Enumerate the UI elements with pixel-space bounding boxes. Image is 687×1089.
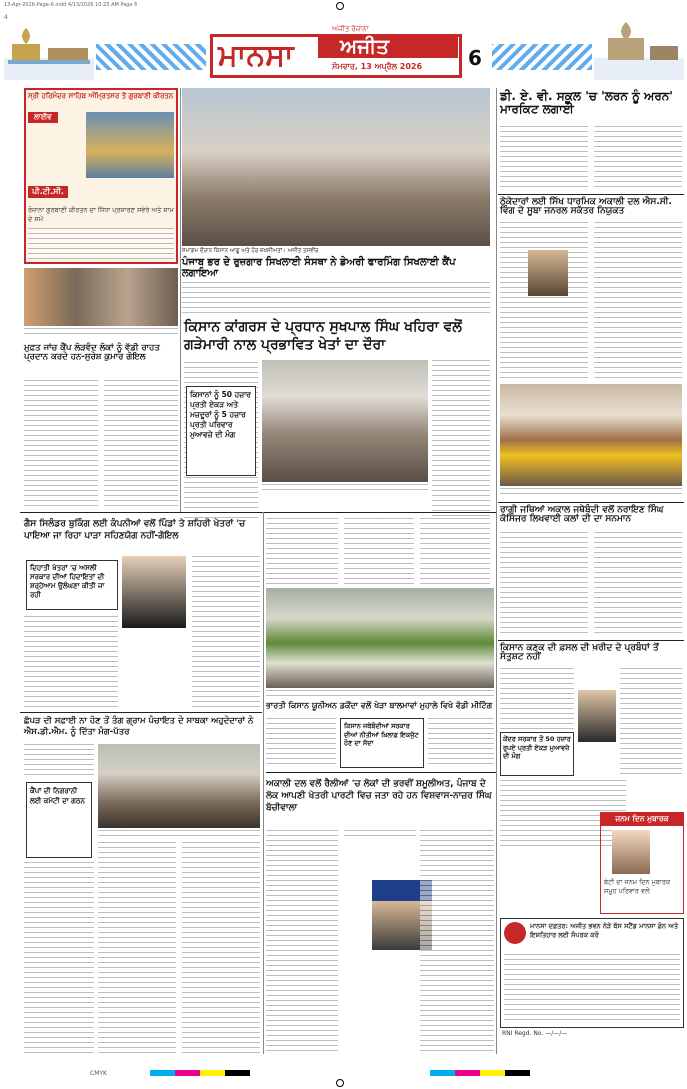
protest-photo: [266, 588, 494, 688]
registration-mark-top: [336, 2, 344, 10]
gas-box-text: ਦਿਹਾਤੀ ਖੇਤਰਾਂ 'ਚ ਅਸਲੀ ਸਰਕਾਰ ਦੀਆਂ ਹਿਦਾਇਤਾਂ ਦੀ ਸ਼ਰ੍ਹੇਆਮ ਉਲੰਘਣਾ ਕੀਤੀ ਜਾ ਰਹੀ: [30, 564, 105, 599]
headline-kisan-kharid: ਕਿਸਾਨ ਕਣਕ ਦੀ ਫ਼ਸਲ ਦੀ ਖ਼ਰੀਦ ਦੇ ਪ੍ਰਬੰਧਾਂ ਤੋਂ ਸੰਤੁਸ਼ਟ ਨਹੀਂ: [500, 643, 659, 663]
cmyk-label: CMYK: [90, 1070, 107, 1077]
masthead-pattern-right: [492, 44, 592, 70]
article-akali-text-2: [344, 830, 416, 840]
rni-number: RNI Regd. No. —/—/—: [502, 1030, 568, 1037]
article-left-bottom-text-2: [98, 842, 176, 1054]
article-mufat-text-2: [104, 380, 178, 510]
left-photo-caption-lines: [24, 328, 178, 338]
rule-kisan: [498, 640, 684, 641]
masthead-date: ਸੋਮਵਾਰ, 13 ਅਪ੍ਰੈਲ 2026: [332, 62, 423, 71]
article-dav-text-2: [594, 126, 682, 190]
article-akali-text: [266, 830, 338, 1054]
article-thekedar-text: [500, 222, 588, 378]
headline-akali: ਅਕਾਲੀ ਦਲ ਵਲੋਂ ਰੈਲੀਆਂ 'ਚ ਲੋਕਾਂ ਦੀ ਭਰਵੀਂ ਸ਼ਮੂਲੀਅਤ, ਪੰਜਾਬ ਦੇ ਲੋਕ ਆਪਣੀ ਖੇਤਰੀ ਪਾਰਟੀ ਵਿਚ ਜਤਾ ਰਹੇ ਹਨ ਵਿਸ਼ਵਾਸ-ਨਾਜ਼ਰ ਸਿੰਘ ਬੱਚੀਵਾਲਾ: [266, 779, 492, 813]
article-bhartiya-text-2: [428, 718, 494, 768]
article-congress-cont-2: [420, 518, 490, 584]
bhartiya-box-text: ਕਿਸਾਨ ਜਥੇਬੰਦੀਆਂ ਸਰਕਾਰ ਦੀਆਂ ਨੀਤੀਆਂ ਖ਼ਿਲਾਫ਼ ਇਕਜੁੱਟ ਹੋਣ ਦਾ ਸੱਦਾ: [344, 722, 419, 747]
page-number: 6: [468, 46, 482, 70]
rule-gas: [20, 512, 496, 513]
rule-akali: [266, 772, 496, 773]
masthead-title-left: ਮਾਨਸਾ: [218, 38, 294, 73]
masthead-title-right: ਅਜੀਤ: [340, 34, 390, 58]
gas-portrait: [122, 556, 186, 628]
ragi-photo-caption: [500, 488, 682, 498]
headline-gas: ਗੈਸ ਸਿਲੰਡਰ ਬੁਕਿੰਗ ਲਈ ਕੰਪਨੀਆਂ ਵਲੋਂ ਪਿੰਡਾਂ ਤੇ ਸ਼ਹਿਰੀ ਖੇਤਰਾਂ 'ਚ ਪਾਇਆ ਜਾ ਰਿਹਾ ਪਾੜਾ ਸਹਿਣਯੋਗ ਨਹੀਂ-ਗੋਇਲ: [24, 519, 246, 541]
birthday-child-photo: [612, 830, 650, 874]
color-bar: [150, 1070, 250, 1076]
congress-photo: [262, 360, 428, 482]
headline-dav: ਡੀ. ਏ. ਵੀ. ਸਕੂਲ 'ਚ 'ਲਰਨ ਨੂੰ ਅਰਨ' ਮਾਰਕਿਟ ਲਗਾਈ: [500, 89, 673, 116]
article-mufat-text: [24, 380, 98, 510]
ad-left-badge-live: ਲਾਈਵ: [28, 112, 58, 123]
footer-box-lines: [504, 954, 680, 1024]
article-chhapar-text: [24, 744, 94, 778]
kisan-portrait: [578, 690, 616, 742]
masthead: [0, 14, 687, 86]
col-rule-1: [180, 88, 181, 512]
article-congress-text-2: [432, 360, 490, 518]
ragi-photo: [500, 384, 682, 486]
article-gas-text-3: [266, 518, 338, 584]
headline-ragi: ਰਾਗੀ ਜਥਿਆਂ ਅਕਾਲ ਜਥੇਬੰਦੀ ਵਲੋਂ ਨਰਾਇਣ ਸਿੰਘ ਕੋਸਿੰਜਰ ਲਿਖਵਾਈ ਕਲਾਂ ਦੀ ਦਾ ਸਨਮਾਨ: [500, 505, 664, 525]
rule-dav: [498, 194, 684, 195]
protest-photo-caption: [266, 690, 494, 698]
article-akali-text-3: [420, 830, 494, 1054]
footer-logo: [504, 922, 526, 944]
thekedar-portrait: [528, 250, 568, 296]
headline-thekedar: ਠੇਕੇਦਾਰਾਂ ਲਈ ਸਿੱਖ ਧਾਰਮਿਕ ਅਕਾਲੀ ਦਲ ਐਸ.ਸੀ. ਵਿੰਗ ਦੇ ਸੂਬਾ ਜਨਰਲ ਸਕੱਤਰ ਨਿਯੁਕਤ: [500, 197, 672, 217]
headline-congress: ਕਿਸਾਨ ਕਾਂਗਰਸ ਦੇ ਪ੍ਰਧਾਨ ਸੁਖਪਾਲ ਸਿੰਘ ਖਹਿਰਾ ਵਲੋਂ ਗੜੇਮਾਰੀ ਨਾਲ ਪ੍ਰਭਾਵਿਤ ਖੇਤਾਂ ਦਾ ਦੌਰਾ: [184, 319, 462, 353]
article-thekedar-text-2: [594, 222, 682, 378]
headline-punjab-tour: ਪੰਜਾਬ ਭਰ ਦੇ ਰੁਜ਼ਗਾਰ ਸਿਖਲਾਈ ਸੰਸਥਾ ਨੇ ਡੇਅਰੀ ਫਾਰਮਿੰਗ ਸਿਖਲਾਈ ਕੈਂਪ ਲਗਾਇਆ: [182, 257, 456, 279]
col-rule-2: [496, 88, 497, 1054]
headline-mufat: ਮੁਫ਼ਤ ਜਾਂਚ ਕੈਂਪ ਲੋੜਵੰਦ ਲੋਕਾਂ ਨੂੰ ਵੱਡੀ ਰਾਹਤ ਪ੍ਰਦਾਨ ਕਰਦੇ ਹਨ-ਸੁਰੇਸ਼ ਕੁਮਾਰ ਗੋਇਲ: [24, 343, 160, 362]
article-dav-text: [500, 126, 588, 190]
article-gas-text-2: [192, 556, 260, 708]
masthead-tagline: ਅਜੀਤ ਰੋਜ਼ਾਨਾ: [332, 25, 369, 33]
congress-box-text: ਕਿਸਾਨਾਂ ਨੂੰ 50 ਹਜ਼ਾਰ ਪ੍ਰਤੀ ਏਕੜ ਅਤੇ ਮਜ਼ਦੂਰਾਂ ਨੂੰ 5 ਹਜ਼ਾਰ ਪ੍ਰਤੀ ਪਰਿਵਾਰ ਮੁਆਵਜ਼ੇ ਦੀ ਮੰਗ: [190, 390, 251, 439]
ad-left-title: ਸ੍ਰੀ ਹਰਿਮੰਦਰ ਸਾਹਿਬ ਅੰਮ੍ਰਿਤਸਰ ਤੋਂ ਗੁਰਬਾਣੀ ਕੀਰਤਨ: [28, 92, 174, 100]
article-ragi-text-2: [594, 532, 682, 636]
color-bar-right: [430, 1070, 530, 1076]
ad-left-badge-ptc: ਪੀ.ਟੀ.ਸੀ.: [28, 186, 68, 198]
temple-illustration-right: [594, 18, 684, 80]
article-bhartiya-text: [266, 718, 336, 768]
top-photo-caption: ਸਮਾਗਮ ਦੌਰਾਨ ਕਿਸਾਨ ਆਗੂ ਅਤੇ ਹੋਰ ਸ਼ਖ਼ਸੀਅਤਾਂ। ਅਜੀਤ ਤਸਵੀਰ: [182, 248, 319, 254]
article-left-bottom-text: [24, 862, 94, 1054]
birthday-title: ਜਨਮ ਦਿਨ ਮੁਬਾਰਕ: [600, 812, 684, 826]
ad-left-temple-image: [86, 112, 174, 178]
print-slug: 13-Apr-2026-Page-6.indd 4/13/2026 10:25 AM Page 6: [4, 2, 138, 8]
ad-left-lines: [28, 228, 174, 260]
top-group-photo: [182, 88, 490, 246]
congress-photo-caption: [262, 484, 428, 494]
footer-box-text: ਮਾਨਸਾ ਦਫ਼ਤਰ: ਅਜੀਤ ਭਵਨ ਨੇੜੇ ਬੱਸ ਸਟੈਂਡ ਮਾਨਸਾ ਫ਼ੋਨ ਅਤੇ ਇਸ਼ਤਿਹਾਰ ਲਈ ਸੰਪਰਕ ਕਰੋ: [530, 922, 679, 939]
chhapar-box-text: ਕੈਂਪਾਂ ਦੀ ਨਿਗਰਾਨੀ ਲਈ ਕਮੇਟੀ ਦਾ ਗਠਨ: [30, 787, 85, 805]
col-rule-3: [263, 512, 264, 1054]
article-ragi-text: [500, 532, 588, 636]
temple-illustration-left: [4, 18, 94, 80]
rule-chhapar: [20, 712, 262, 713]
article-gas-text: [24, 616, 118, 708]
headline-bhartiya: ਭਾਰਤੀ ਕਿਸਾਨ ਯੂਨੀਅਨ ਡਕੌਂਦਾ ਵਲੋਂ ਖੇੜਾ ਬਾਲਮਾਵਾਂ ਮੁਹਾਲੇ ਵਿਖੇ ਵੱਡੀ ਮੀਟਿੰਗ: [266, 701, 493, 710]
article-congress-cont: [344, 518, 414, 584]
article-kisan-text-2: [620, 668, 682, 776]
chhapar-photo: [98, 744, 260, 828]
article-left-bottom-text-3: [182, 842, 260, 1054]
ad-left-body: ਰੋਜ਼ਾਨਾ ਗੁਰਬਾਣੀ ਕੀਰਤਨ ਦਾ ਸਿੱਧਾ ਪ੍ਰਸਾਰਣ ਸਵੇਰੇ ਅਤੇ ਸ਼ਾਮ ਦੇ ਸਮੇਂ: [28, 206, 174, 223]
rule-ragi: [498, 502, 684, 503]
chhapar-photo-caption: [98, 830, 260, 838]
kisan-box-text: ਕੇਂਦਰ ਸਰਕਾਰ ਤੋਂ 50 ਹਜ਼ਾਰ ਰੁਪਏ ਪ੍ਰਤੀ ਏਕੜ ਮੁਆਵਜ਼ੇ ਦੀ ਮੰਗ: [503, 735, 571, 760]
article-kisan-text: [500, 668, 574, 730]
headline-chhapar: ਛੱਪੜ ਦੀ ਸਫ਼ਾਈ ਨਾ ਹੋਣ ਤੋਂ ਤੰਗ ਗ੍ਰਾਮ ਪੰਚਾਇਤ ਦੇ ਸਾਬਕਾ ਅਹੁਦੇਦਾਰਾਂ ਨੇ ਐਸ.ਡੀ.ਐਮ. ਨੂੰ ਦਿੱਤਾ ਮੰਗ-ਪੱਤਰ: [24, 716, 254, 737]
article-punjab-text: [182, 282, 490, 316]
side-mark: 4: [4, 14, 8, 21]
birthday-body: ਬੇਟੀ ਦਾ ਜਨਮ ਦਿਨ ਮੁਬਾਰਕ ਸਮੂਹ ਪਰਿਵਾਰ ਵਲੋਂ: [604, 878, 671, 895]
registration-mark-bottom: [336, 1079, 344, 1087]
left-group-photo: [24, 268, 178, 326]
masthead-pattern-left: [96, 44, 206, 70]
